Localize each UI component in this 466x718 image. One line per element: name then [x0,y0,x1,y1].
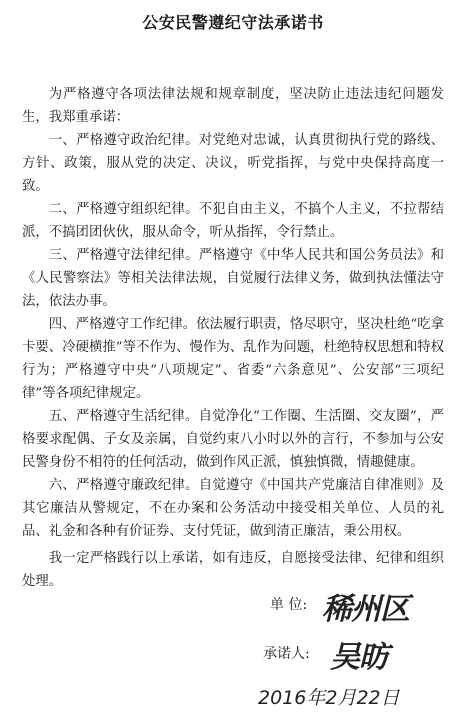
clause-1: 一、严格遵守政治纪律。对党绝对忠诚，认真贯彻执行党的路线、方针、政策，服从党的决定、决议，听党指挥，与党中央保持高度一致。 [22,133,444,194]
promiser-label: 承诺人: [263,646,310,662]
clause-3: 三、严格遵守法律纪律。严格遵守《中华人民共和国公务员法》和《人民警察法》等相关法律法规，自觉履行法律义务，做到执法懂法守法，依法办事。 [22,248,444,309]
promiser-handwritten-signature: 吴昉 [330,640,388,675]
intro-paragraph: 为严格遵守各项法律法规和规章制度，坚决防止违法违纪问题发生，我郑重承诺： [22,87,444,125]
closing-paragraph: 我一定严格践行以上承诺，如有违反，自愿接受法律、纪律和组织处理。 [22,551,444,589]
handwritten-date: 2016年2月22日 [258,687,400,709]
clause-5: 五、严格遵守生活纪律。自觉净化“工作圈、生活圈、交友圈”，严格要求配偶、子女及亲属，自觉约束八小时以外的言行，不参加与公安民警身份不相符的任何活动，做到作风正派，慎独慎微，情趣健康。 [22,409,444,470]
clause-4: 四、严格遵守工作纪律。依法履行职责，恪尽职守，坚决杜绝“吃拿卡要、冷硬横推”等不作为、慢作为、乱作为问题，杜绝特权思想和特权行为；严格遵守中央“八项规定”、省委“六条意见”、公安部“三项纪律”等各项纪律规定。 [22,317,444,401]
document-body [22,83,444,593]
document-title: 公安民警遵纪守法承诺书 [142,13,324,32]
clause-2: 二、严格遵守组织纪律。不犯自由主义，不搞个人主义，不拉帮结派，不搞团团伙伙，服从命令，听从指挥，令行禁止。 [22,202,444,240]
clause-6: 六、严格遵守廉政纪律。自觉遵守《中国共产党廉洁自律准则》及其它廉洁从警规定，不在办案和公务活动中接受相关单位、人员的礼品、礼金和各种有价证券、支付凭证，做到清正廉洁，秉公用权。 [22,478,444,539]
unit-label: 单 位: [270,597,308,613]
unit-handwritten: 稀州区 [322,592,409,627]
